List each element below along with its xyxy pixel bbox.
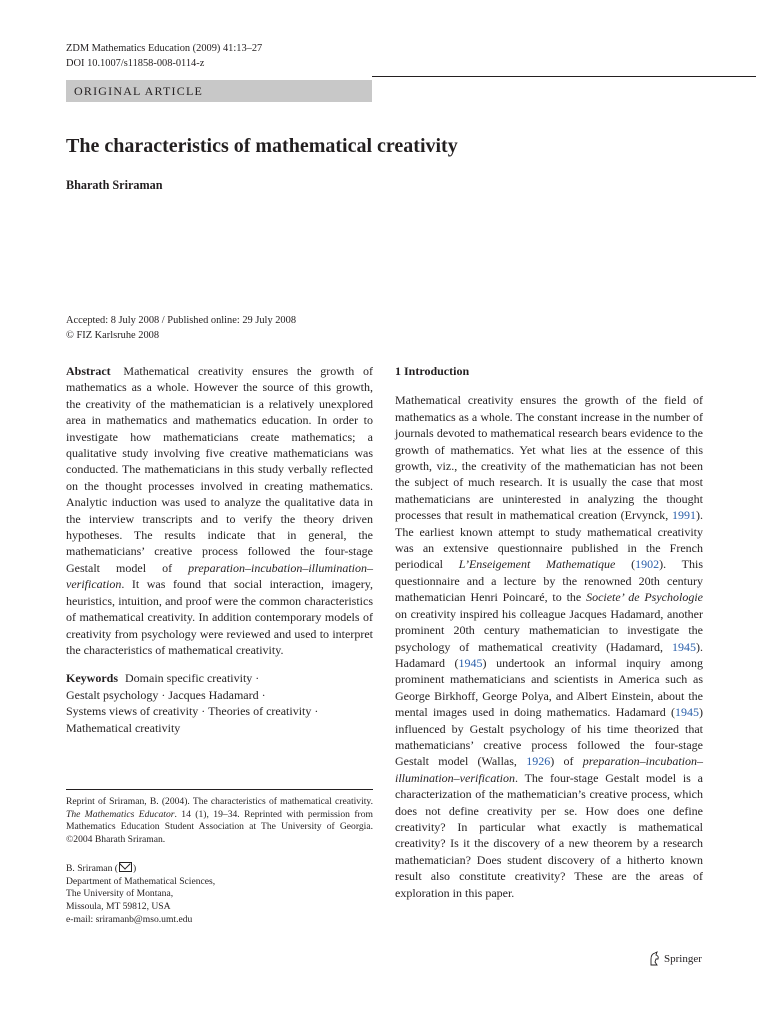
accepted-published: Accepted: 8 July 2008 / Published online: 29 July 2008 [66,315,297,326]
address-name-close: ) [132,863,137,874]
keyword-line-1: Domain specific creativity · [125,671,260,686]
author-name: Bharath Sriraman [66,178,163,192]
intro-text-2: ). The earliest known attempt to study mathematical creativity was an extensive questionnaire published in the French periodical [395,508,703,572]
keyword-line-4: Mathematical creativity [66,720,181,735]
journal-header [66,41,262,71]
publication-dates [66,314,296,343]
intro-text-7: ) undertook an informal inquiry among prominent mathematicians and scientists in America such as George Birkhoff, George Polya, and Albert Einstein, about the mental images used in doing mathematics. Hadamard ( [395,655,703,720]
citation-link[interactable]: 1902 [635,557,660,572]
abstract-text-1: Mathematical creativity ensures the growth of mathematics as a whole. However the source of this growth, the creativity of the mathematician is a relatively unexplored area in mathematics and mathematics education. In order to investigate how mathematicians create mathematics; a qualitative study involving five creative mathematicians was conducted. The mathematicians in this study verbally reflected on the thought processes involved in creating mathematics. Analytic induction was used to analyze the qualitative data in the interview transcripts and to verify the theory driven hypotheses. The results indicate that in general, the mathematicians’ creative process followed the four-stage Gestalt model of [66,364,374,575]
intro-text-4: ). This questionnaire and a lecture by the renowned 20th century mathematician Henri Poincaré, to the [395,557,704,605]
journal-citation: ZDM Mathematics Education (2009) 41:13–27 [66,43,263,54]
abstract [66,363,373,658]
copyright: © FIZ Karlsruhe 2008 [66,329,160,341]
keywords [66,670,373,736]
intro-italic-model: preparation–incubation–illumination–verification [395,754,704,785]
right-column [395,363,703,901]
address-name-text: B. Sriraman ( [66,863,118,874]
address-dept: Department of Mathematical Sciences, [66,875,216,887]
abstract-model: preparation–incubation–illumination–verification [66,560,374,592]
reprint-text-2: . 14 (1), 19–34. Reprinted with permission from Mathematics Education Student Association at The University of Georgia. ©2004 Bharath Sriraman. [66,808,373,846]
section-heading-introduction: 1 Introduction [395,364,470,378]
abstract-label: Abstract [66,364,111,378]
citation-link[interactable]: 1945 [458,655,483,670]
reprint-journal: The Mathematics Educator [66,808,175,820]
publisher-logo [648,951,702,967]
keyword-line-2: Gestalt psychology · Jacques Hadamard · [66,687,266,702]
header-rule [372,76,756,77]
footnote-rule [66,789,373,790]
citation-link[interactable]: 1945 [675,705,699,720]
article-type-banner: ORIGINAL ARTICLE [66,80,372,102]
abstract-text-2: . It was found that social interaction, imagery, heuristics, intuition, and proof were the common characteristics of mathematical creativity. In addition contemporary models of creativity from psychology were reviewed and used to interpret the characteristics of mathematical creativity. [66,577,373,657]
intro-text-8: ) influenced by Gestalt psychology of his time theorized that mathematicians’ creative process followed the four-stage Gestalt model (Wallas, [395,705,703,769]
intro-text-5: on creativity inspired his colleague Jacques Hadamard, another prominent 20th century mathematician to investigate the psychology of mathematical creativity (Hadamard, [395,606,703,654]
citation-link[interactable]: 1926 [526,754,551,769]
intro-italic-periodical: L’Enseigement Mathematique [458,557,616,572]
intro-text-9: ) of [550,754,574,769]
address-email[interactable]: e-mail: sriramanb@mso.umt.edu [66,913,193,925]
address-university: The University of Montana, [66,888,174,900]
citation-link[interactable]: 1991 [672,508,696,523]
address-name [66,862,373,876]
doi[interactable]: DOI 10.1007/s11858-008-0114-z [66,58,205,69]
reprint-note [66,796,373,847]
reprint-text-1: Reprint of Sriraman, B. (2004). The characteristics of mathematical creativity. [66,796,373,807]
intro-text-3: ( [631,557,636,572]
introduction-paragraph [395,392,703,901]
intro-text-6: ). Hadamard ( [395,639,703,670]
author-address [66,862,373,927]
keyword-line-3: Systems views of creativity · Theories of creativity · [66,704,319,719]
publisher-name: Springer [664,953,702,965]
intro-text-1: Mathematical creativity ensures the growth of the field of mathematics as a whole. The constant increase in the number of journals devoted to mathematical research bears evidence to the growth of mathematics. Yet what lies at the essence of this growth, viz., the creativity of the mathematician has not been the subject of much research. It is usually the case that most mathematicians are uninterested in analyzing the thought processes that result in mathematical creation (Ervynck, [395,393,703,523]
intro-italic-society: Societe’ de Psychologie [586,590,703,605]
left-column [66,363,373,736]
article-title: The characteristics of mathematical creativity [66,135,458,157]
keywords-label: Keywords [66,671,118,686]
envelope-icon[interactable] [119,862,132,872]
intro-text-10: . The four-stage Gestalt model is a characterization of the mathematician’s creative process, which does not define creativity per se. How does one define creativity? In particular what exactly is mathematical creativity? Is it the discovery of a new theorem by a research mathematician? Does student discovery of a hitherto known result also constitute creativity? These are the areas of exploration in this paper. [395,770,703,900]
citation-link[interactable]: 1945 [672,639,696,654]
address-city: Missoula, MT 59812, USA [66,901,171,913]
springer-horse-icon [648,951,660,967]
